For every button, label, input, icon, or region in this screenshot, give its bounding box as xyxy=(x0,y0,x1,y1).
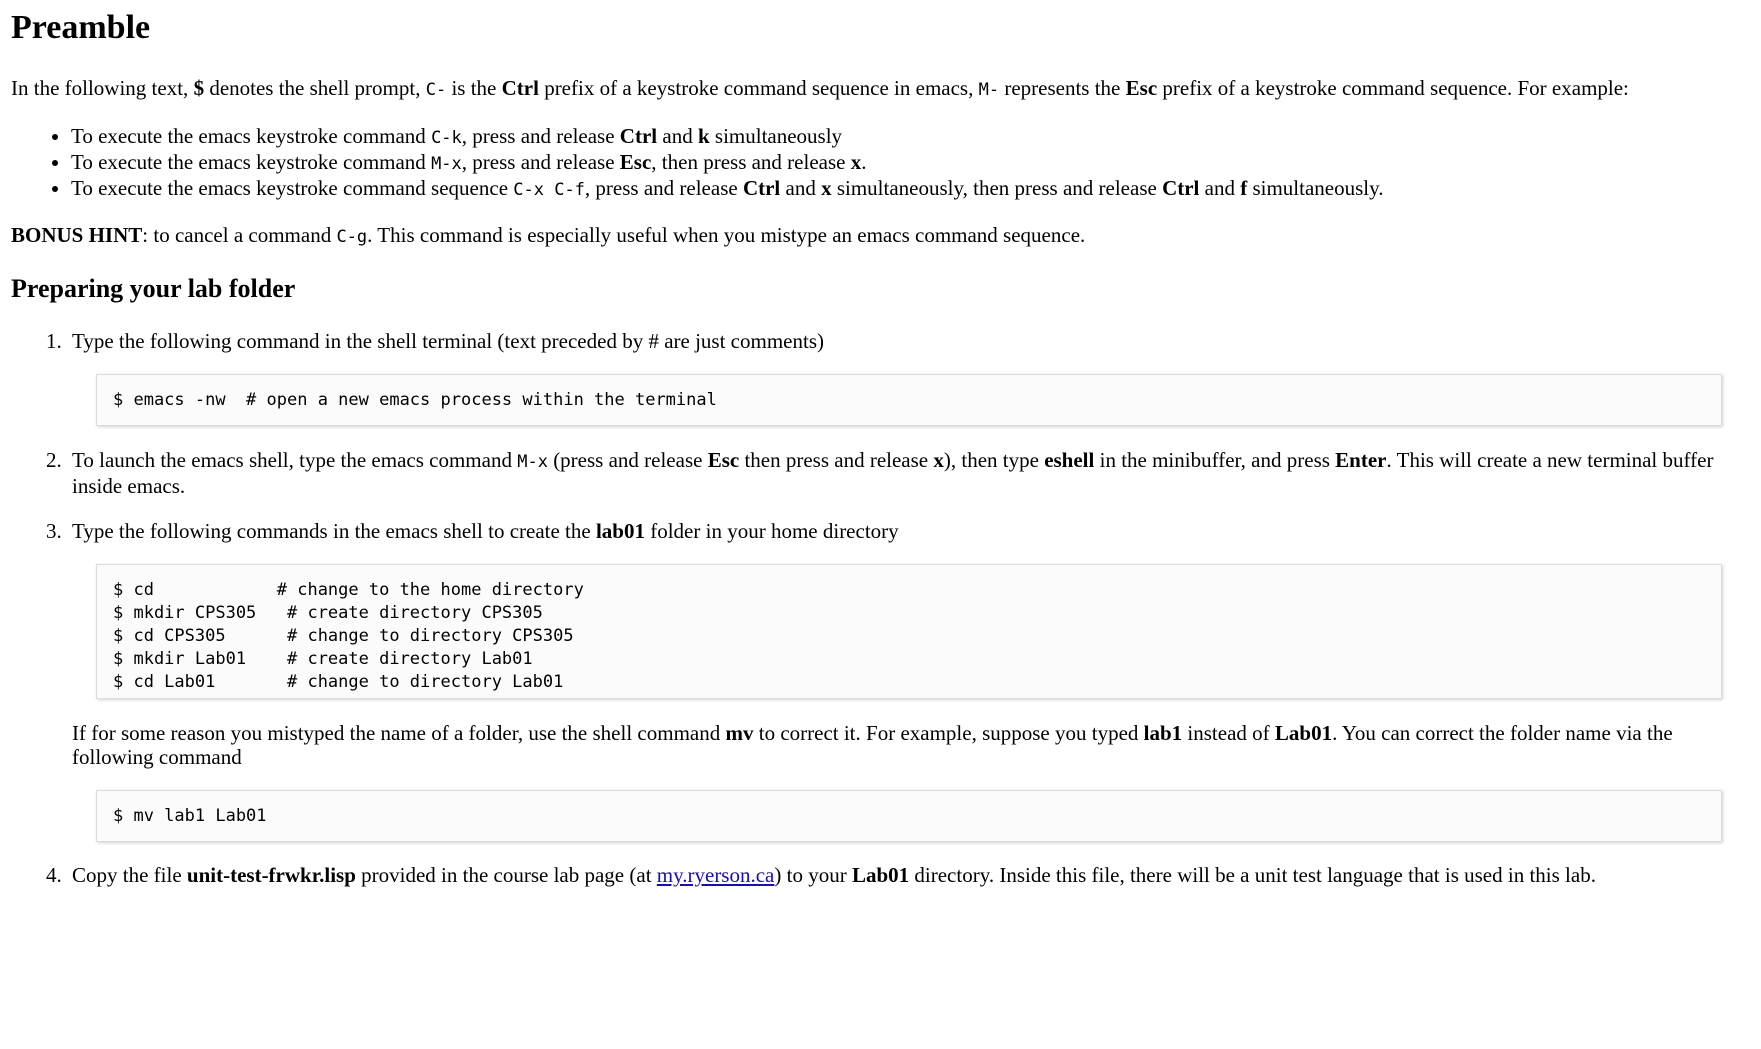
code-block: $ mv lab1 Lab01 xyxy=(96,790,1722,842)
list-item: • To execute the emacs keystroke command C-k, press and release Ctrl and k simultaneously xyxy=(71,124,1756,150)
list-item: • To execute the emacs keystroke command M-x, press and release Esc, then press and release x. xyxy=(71,150,1756,176)
list-item: 4. Copy the file unit-test-frwkr.lisp provided in the course lab page (at my.ryerson.ca) to your Lab01 directory. Inside this file, there will be a unit test language that is used in this lab. xyxy=(46,863,1596,887)
ctrl-prefix-code: C- xyxy=(425,80,447,100)
list-item: 1. Type the following command in the shell terminal (text preceded by # are just comments) xyxy=(46,329,824,353)
code-block: $ emacs -nw # open a new emacs process within the terminal xyxy=(96,374,1722,426)
keystroke-examples-list xyxy=(11,124,1756,202)
list-item: 2. To launch the emacs shell, type the emacs command M-x (press and release Esc then press and release x), then type eshell in the minibuffer, and press Enter. This will create a new terminal buffer inside emacs. xyxy=(46,448,1714,498)
code-block: $ cd # change to the home directory $ mkdir CPS305 # create directory CPS305 $ cd CPS305 # change to directory CPS305 $ mkdir Lab01 # create directory Lab01 $ cd Lab01 # change to directory Lab01 xyxy=(96,564,1722,699)
mistype-note: If for some reason you mistyped the name of a folder, use the shell command mv to correct it. For example, suppose you typed lab1 instead of Lab01. You can correct the folder name via the following command xyxy=(72,721,1673,769)
preamble-heading: Preamble xyxy=(11,9,151,46)
preamble-intro: In the following text, $ denotes the shell prompt, C- is the Ctrl prefix of a keystroke command sequence in emacs, M- represents the Esc prefix of a keystroke command sequence. For example: xyxy=(11,76,1629,100)
document-page xyxy=(0,8,1756,887)
my-ryerson-link[interactable]: my.ryerson.ca xyxy=(656,863,775,887)
list-item: • To execute the emacs keystroke command sequence C-x C-f, press and release Ctrl and x simultaneously, then press and release Ctrl and f simultaneously. xyxy=(71,176,1756,202)
lab-folder-heading: Preparing your lab folder xyxy=(11,274,296,303)
bonus-hint: BONUS HINT: to cancel a command C-g. This command is especially useful when you mistype an emacs command sequence. xyxy=(11,223,1086,247)
esc-prefix-code: M- xyxy=(978,80,1000,100)
list-item: 3. Type the following commands in the emacs shell to create the lab01 folder in your home directory xyxy=(46,519,899,543)
lab-steps-list xyxy=(11,329,1756,353)
